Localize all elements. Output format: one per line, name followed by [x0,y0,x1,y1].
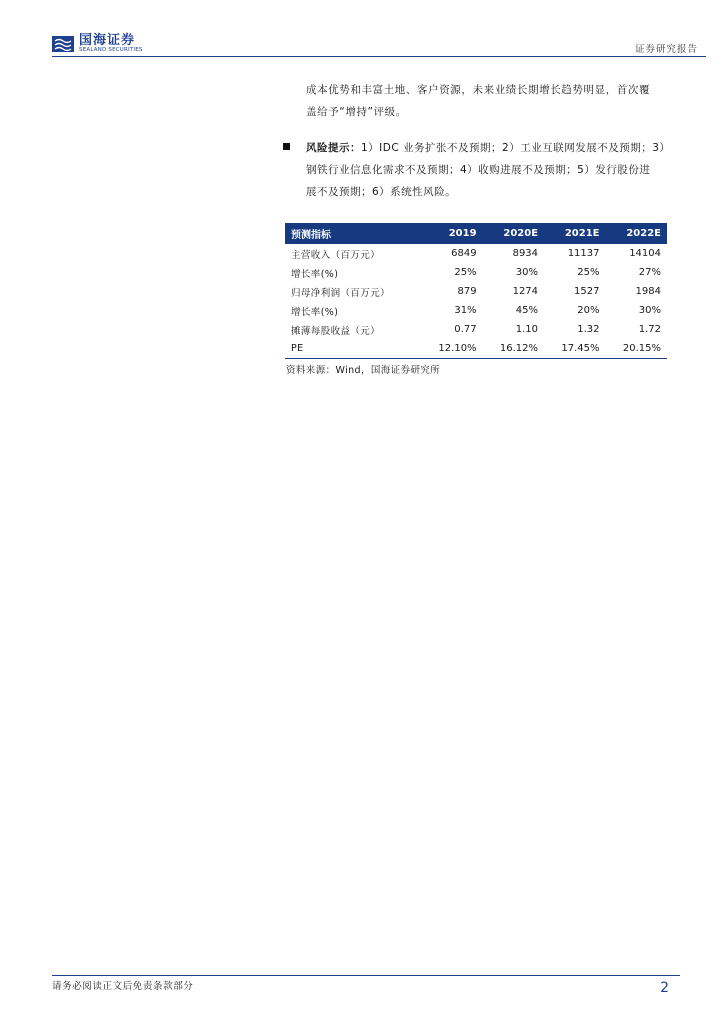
table-row [285,301,667,320]
table-cell: 30% [515,267,539,278]
table-cell: 31% [454,305,477,316]
rating-paragraph-line-1: 成本优势和丰富土地、客户资源，未来业绩长期增长趋势明显，首次覆 [306,84,651,96]
table-cell: 0.77 [454,324,477,335]
table-cell: 12.10% [421,339,482,359]
footer-divider [52,975,680,976]
table-row [285,244,667,263]
table-cell: 1274 [512,286,539,297]
table-cell: 1.10 [515,324,539,335]
header-2020e: 2020E [483,223,544,244]
table-cell: 17.45% [544,339,605,359]
table-header-row [285,223,667,244]
rating-paragraph-line-2: 盖给予“增持”评级。 [306,106,407,118]
row-label: 归母净利润（百万元） [291,287,391,299]
header-2022e: 2022E [606,223,668,244]
table-cell: 20% [577,305,600,316]
table-cell: 30% [638,305,661,316]
table-cell: 27% [638,267,661,278]
risk-label: 风险提示： [306,142,361,154]
table-cell: 1984 [635,286,661,297]
page-header [0,0,724,62]
table-cell: 25% [577,267,600,278]
page-number: 2 [660,980,669,996]
header-indicator: 预测指标 [285,223,421,244]
logo-english-name: SEALAND SECURITIES [79,47,143,53]
forecast-table [285,223,667,359]
table-cell: 45% [515,305,539,316]
table-cell: 1.32 [577,324,600,335]
table-cell: 8934 [512,248,539,259]
table-cell: 25% [454,267,477,278]
table-cell: 14104 [629,248,661,259]
risk-line-1: 1）IDC 业务扩张不及预期；2）工业互联网发展不及预期；3） [361,142,671,154]
row-label: 摊薄每股收益（元） [291,325,381,337]
table-cell: 1527 [574,286,600,297]
table-source: 资料来源：Wind，国海证券研究所 [286,365,441,376]
row-label: 主营收入（百万元） [291,249,381,261]
row-label: 增长率(%) [291,268,339,280]
risk-line-3: 展不及预期；6）系统性风险。 [306,186,457,198]
table-cell: 20.15% [606,339,668,359]
report-type: 证券研究报告 [634,44,698,55]
header-divider [52,56,706,57]
table-cell: 11137 [567,248,600,259]
table-row [285,339,667,359]
header-2019: 2019 [421,223,482,244]
table-cell: 6849 [451,248,477,259]
risk-line-2: 钢铁行业信息化需求不及预期；4）收购进展不及预期；5）发行股份进 [306,164,651,176]
table-row [285,282,667,301]
table-cell: 879 [457,286,477,297]
table-row [285,263,667,282]
header-2021e: 2021E [544,223,605,244]
bullet-square-icon [283,143,290,150]
table-cell: 16.12% [483,339,544,359]
row-label: 增长率(%) [291,306,339,318]
logo-chinese-name: 国海证券 [79,33,136,48]
table-row [285,320,667,339]
risk-text [306,137,711,203]
table-cell: 1.72 [638,324,661,335]
row-label: PE [285,339,421,359]
footer-disclaimer: 请务必阅读正文后免责条款部分 [52,981,194,992]
logo-icon [52,36,74,52]
company-logo [52,34,143,54]
